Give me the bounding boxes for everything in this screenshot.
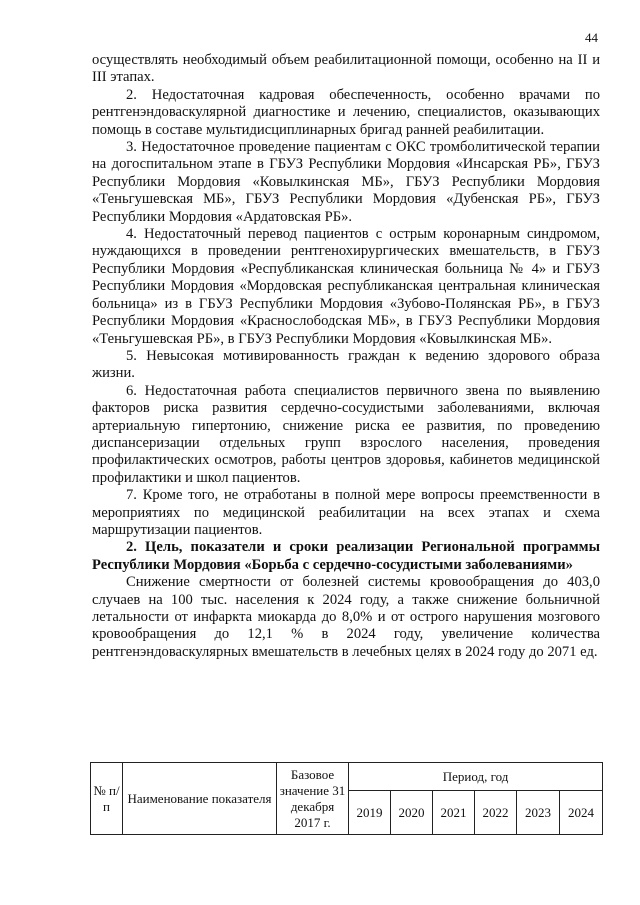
year-header: 2020 <box>391 791 433 835</box>
paragraph: 4. Недостаточный перевод пациентов с острым коронарным синдромом, нуждающихся в проведении рентгенохирургических вмешательств, в ГБУЗ Республики Мордовия «Республиканская клиническая больница № 4» и ГБУЗ Республики Мордовия «Мордовская республиканская центральная клиническая больница» из в ГБУЗ Республики Мордовия «Зубово-Полянская РБ», в ГБУЗ Республики Мордовия «Краснослободская МБ», в ГБУЗ Республики Мордовия «Теньгушевская РБ», в ГБУЗ Республики Мордовия «Ковылкинская МБ». <box>92 226 600 347</box>
year-header: 2024 <box>560 791 603 835</box>
column-header-name: Наименование показателя <box>123 763 277 835</box>
paragraph: 6. Недостаточная работа специалистов первичного звена по выявлению факторов риска развития сердечно-сосудистыми заболеваниями, включая артериальную гипертонию, снижение риска ее развития, по проведению диспансеризации отдельных групп взрослого населения, проведения профилактических осмотров, работы центров здоровья, кабинетов медицинской профилактики и школ пациентов. <box>92 382 600 486</box>
document-body <box>92 52 600 661</box>
indicators-table <box>90 762 603 835</box>
year-header: 2023 <box>517 791 560 835</box>
column-header-period: Период, год <box>349 763 603 791</box>
goal-paragraph: Снижение смертности от болезней системы кровообращения до 403,0 случаев на 100 тыс. населения к 2024 году, а также снижение больничной летальности от инфаркта миокарда до 8,0% и от острого нарушения мозгового кровообращения до 12,1 % в 2024 году, увеличение количества рентгенэндоваскулярных вмешательств в лечебных целях в 2024 году до 2071 ед. <box>92 574 600 660</box>
paragraph: 2. Недостаточная кадровая обеспеченность, особенно врачами по рентгенэндоваскулярной диагностике и лечению, специалистов, оказывающих помощь в составе мультидисциплинарных бригад ранней реабилитации. <box>92 86 600 138</box>
paragraph: осуществлять необходимый объем реабилитационной помощи, особенно на II и III этапах. <box>92 52 600 86</box>
year-header: 2019 <box>349 791 391 835</box>
column-header-number: № п/п <box>91 763 123 835</box>
paragraph: 3. Недостаточное проведение пациентам с ОКС тромболитической терапии на догоспитальном этапе в ГБУЗ Республики Мордовия «Инсарская РБ», ГБУЗ Республики Мордовия «Ковылкинская МБ», ГБУЗ Республики Мордовия «Теньгушевская МБ», ГБУЗ Республики Мордовия «Дубенская РБ», ГБУЗ Республики Мордовия «Ардатовская РБ». <box>92 139 600 225</box>
paragraph: 7. Кроме того, не отработаны в полной мере вопросы преемственности в мероприятиях по медицинской реабилитации на всех этапах и схема маршрутизации пациентов. <box>92 487 600 538</box>
year-header: 2022 <box>475 791 517 835</box>
section-heading: 2. Цель, показатели и сроки реализации Региональной программы Республики Мордовия «Борьба с сердечно-сосудистыми заболеваниями» <box>92 539 600 573</box>
year-header: 2021 <box>433 791 475 835</box>
column-header-base-value: Базовое значение 31 декабря 2017 г. <box>277 763 349 835</box>
paragraph: 5. Невысокая мотивированность граждан к ведению здорового образа жизни. <box>92 347 600 382</box>
page-number: 44 <box>585 30 598 45</box>
